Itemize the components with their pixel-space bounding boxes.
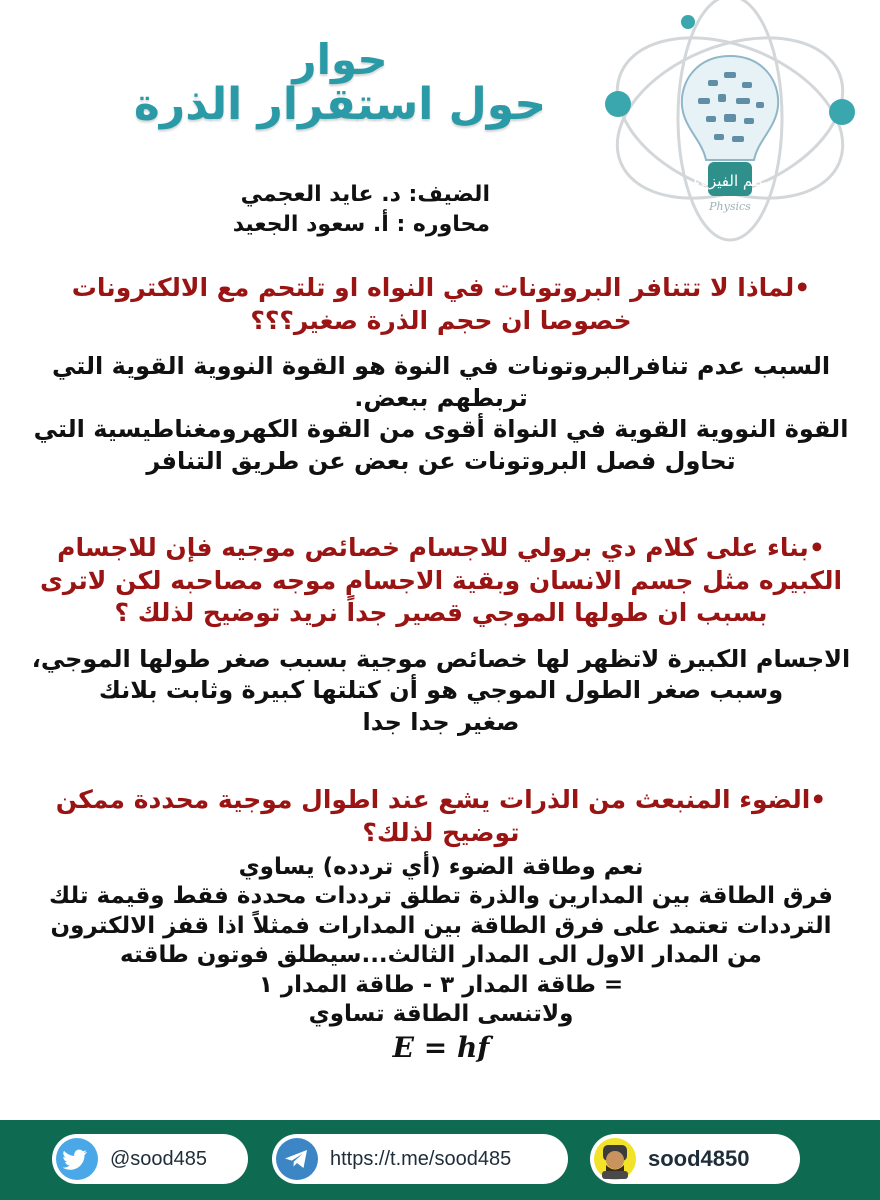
- snapchat-avatar-icon: [594, 1138, 636, 1180]
- electron-right-icon: [829, 99, 855, 125]
- answer-line: ولاتنسى الطاقة تساوي: [308, 1001, 574, 1028]
- answer-line: الاجسام الكبيرة لاتظهر لها خصائص موجية بسبب صغر طولها الموجي،: [31, 644, 851, 673]
- answer-line: نعم وطاقة الضوء (أي تردده) يساوي: [238, 854, 644, 880]
- telegram-url: https://t.me/sood485: [330, 1148, 512, 1170]
- host-line: محاوره : أ. سعود الجعيد: [232, 211, 490, 237]
- page-title: حوار: [292, 35, 388, 84]
- physics-logo: [590, 0, 870, 260]
- twitter-icon: [56, 1138, 98, 1180]
- answer-line: القوة النووية القوية في النواة أقوى من القوة الكهرومغناطيسية التي: [33, 415, 849, 444]
- question-2: •بناء على كلام دي برولي للاجسام خصائص موجيه فإن للاجسام الكبيره مثل جسم الانسان وبقية الاجسام موجه مصاحبه لكن لاترى بسبب ان طولها الموجي قصير جداً نريد توضيح لذلك ؟: [39, 533, 843, 627]
- snapchat-link[interactable]: [590, 1134, 800, 1184]
- telegram-link[interactable]: [272, 1134, 568, 1184]
- electron-left-icon: [605, 91, 631, 117]
- qa-block-1: [30, 272, 852, 478]
- answer-3: [30, 853, 852, 1065]
- guest-line: الضيف: د. عايد العجمي: [240, 182, 490, 207]
- qa-block-3: [30, 784, 852, 1065]
- answer-line: الترددات تعتمد على فرق الطاقة بين المدارات فمثلاً اذا قفز الالكترون: [50, 912, 832, 939]
- title-block: [120, 35, 560, 131]
- answer-2: [30, 644, 852, 739]
- answer-line: من المدار الاول الى المدار الثالث...سيطلق فوتون طاقته: [120, 942, 762, 969]
- snapchat-handle: sood4850: [648, 1146, 750, 1171]
- twitter-handle: @sood485: [110, 1148, 208, 1170]
- answer-line: صغير جدا جدا: [362, 707, 520, 736]
- answer-1: [30, 351, 852, 478]
- credits: [180, 180, 490, 239]
- page-subtitle: حول استقرار الذرة: [133, 79, 547, 131]
- answer-line: وسبب صغر الطول الموجي هو أن كتلتها كبيرة وثابت بلانك: [98, 676, 784, 705]
- logo-subtext: Physics: [709, 200, 751, 213]
- logo-text: علم الفيزياء: [693, 172, 767, 190]
- telegram-icon: [276, 1138, 318, 1180]
- answer-line: تحاول فصل البروتونات عن بعض عن طريق التنافر: [146, 447, 736, 476]
- question-3: •الضوء المنبعث من الذرات يشع عند اطوال موجية محددة ممكن توضيح لذلك؟: [55, 785, 827, 847]
- answer-line: تربطهم ببعض.: [354, 383, 528, 412]
- answer-line: فرق الطاقة بين المدارين والذرة تطلق ترددات محددة فقط وقيمة تلك: [49, 883, 833, 910]
- qa-block-2: [30, 532, 852, 739]
- question-1: •لماذا لا تتنافر البروتونات في النواه او تلتحم مع الالكترونات خصوصا ان حجم الذرة صغير؟؟؟: [71, 273, 811, 335]
- answer-line: = طاقة المدار ٣ - طاقة المدار ١: [258, 971, 624, 998]
- energy-formula: E = hf: [392, 1030, 490, 1064]
- answer-line: السبب عدم تنافرالبروتونات في النوة هو القوة النووية القوية التي: [51, 352, 831, 380]
- social-footer: [0, 1120, 880, 1200]
- twitter-link[interactable]: [52, 1134, 248, 1184]
